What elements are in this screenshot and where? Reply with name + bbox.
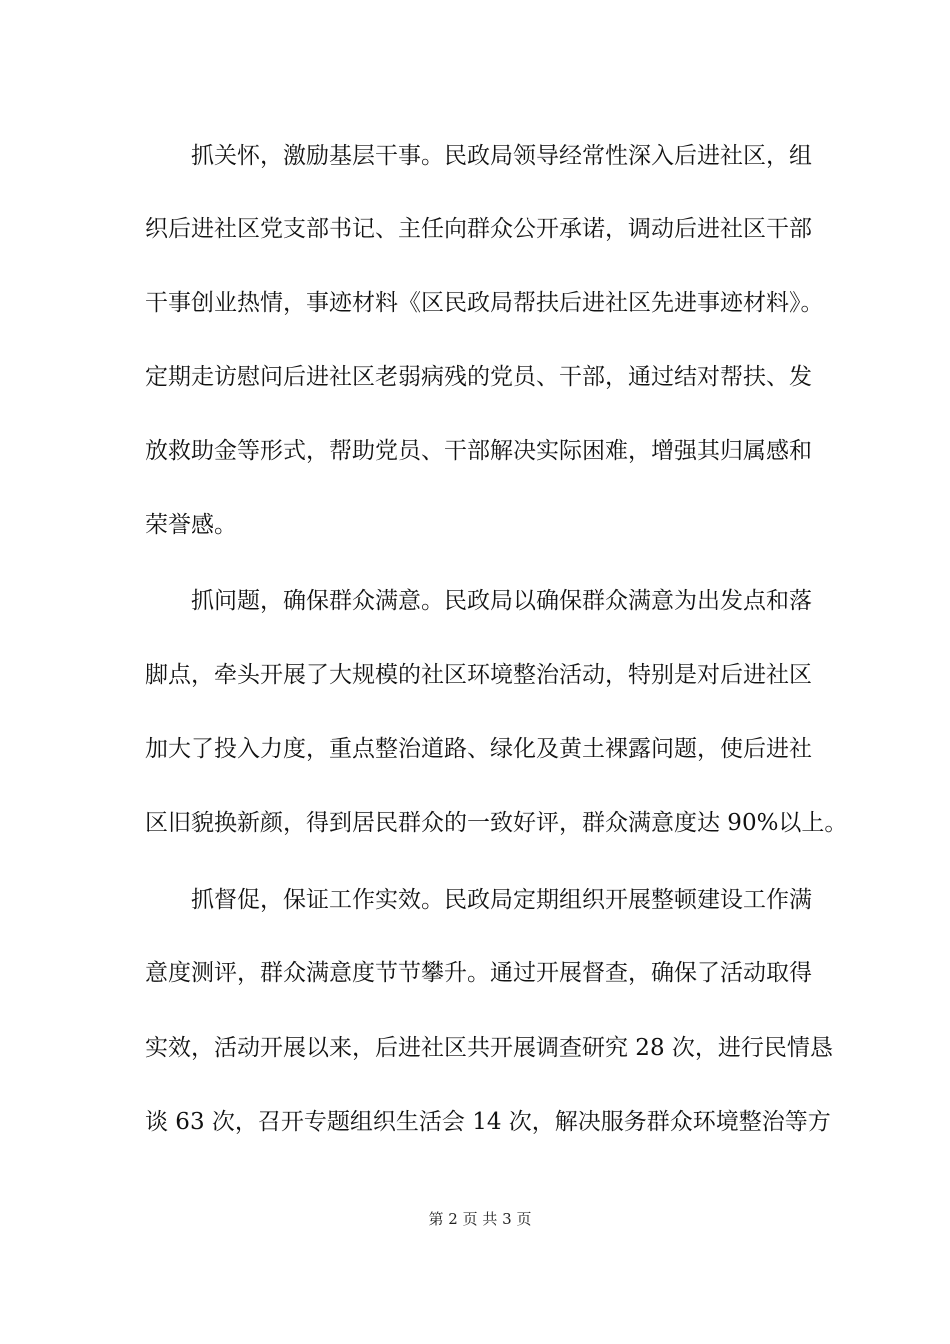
paragraph-line: 抓问题，确保群众满意。民政局以确保群众满意为出发点和落 [145,588,812,614]
paragraph-line: 荣誉感。 [145,512,237,538]
page-number-footer: 第 2 页 共 3 页 [428,1210,532,1228]
paragraph-line: 抓关怀，激励基层干事。民政局领导经常性深入后进社区，组 [145,143,812,169]
paragraph-line: 谈 63 次，召开专题组织生活会 14 次，解决服务群众环境整治等方 [145,1109,831,1135]
paragraph-line: 织后进社区党支部书记、主任向群众公开承诺，调动后进社区干部 [145,216,812,242]
paragraph-line: 抓督促，保证工作实效。民政局定期组织开展整顿建设工作满 [145,887,812,913]
paragraph-line: 干事创业热情，事迹材料《区民政局帮扶后进社区先进事迹材料》。 [145,290,824,316]
paragraph-line: 加大了投入力度，重点整治道路、绿化及黄土裸露问题，使后进社 [145,736,812,762]
paragraph-line: 定期走访慰问后进社区老弱病残的党员、干部，通过结对帮扶、发 [145,364,812,390]
paragraph-line: 放救助金等形式，帮助党员、干部解决实际困难，增强其归属感和 [145,438,812,464]
paragraph-line: 区旧貌换新颜，得到居民群众的一致好评，群众满意度达 90%以上。 [145,810,848,836]
paragraph-line: 意度测评，群众满意度节节攀升。通过开展督查，确保了活动取得 [145,960,812,986]
paragraph-line: 脚点，牵头开展了大规模的社区环境整治活动，特别是对后进社区 [145,662,812,688]
paragraph-line: 实效，活动开展以来，后进社区共开展调查研究 28 次，进行民情恳 [145,1035,833,1061]
